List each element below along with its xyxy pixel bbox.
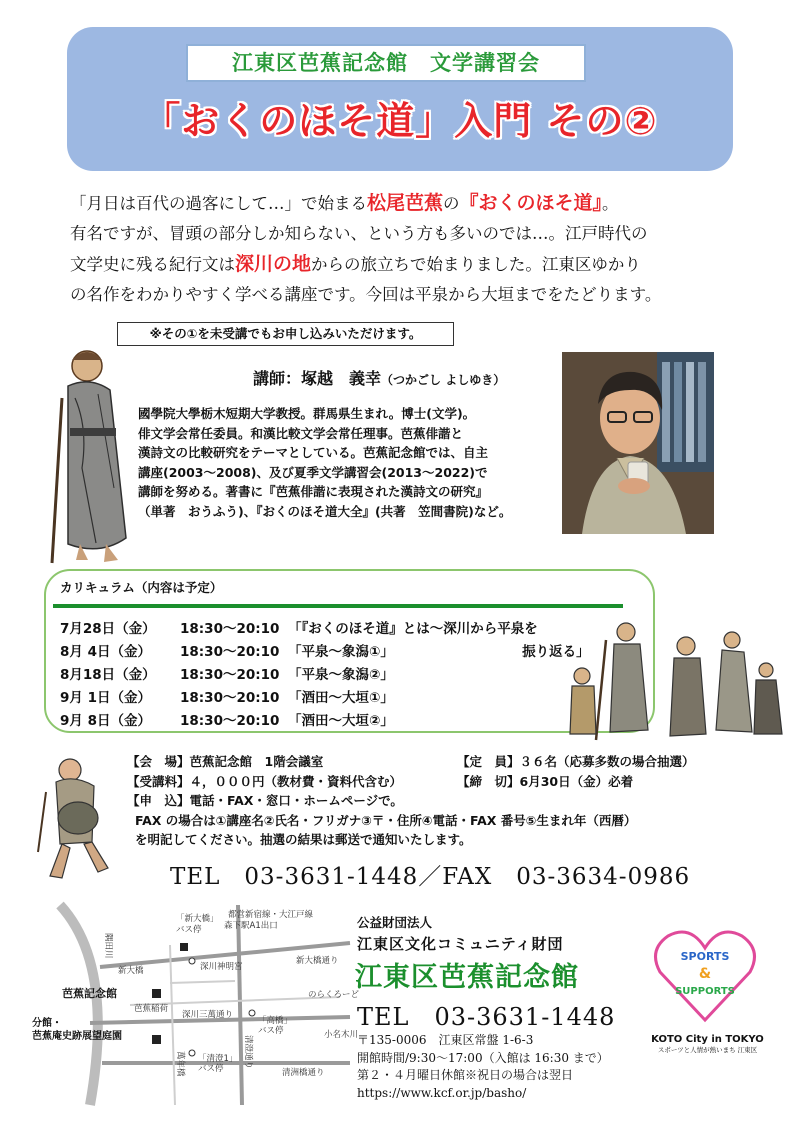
- logo-text-1: SPORTS: [680, 950, 730, 963]
- map-label-kiyosu-bridge: 清洲橋通り: [282, 1068, 325, 1078]
- bio-line: 漢詩文の比較研究をテーマとしている。芭蕉記念館では、自主: [138, 445, 489, 460]
- bio-line: 講座(2003～2008)、及び夏季文学講習会(2013～2022)で: [138, 464, 488, 480]
- session-row: [60, 641, 620, 664]
- page-title: 「おくのほそ道」入門 その②: [142, 99, 658, 143]
- map-label-bus-stop: バス停: [176, 925, 202, 935]
- museum-name: 江東区芭蕉記念館: [355, 962, 579, 993]
- session-topic: 「酒田～大垣②」: [288, 713, 394, 729]
- map-label-onagi: 小名木川: [324, 1030, 359, 1040]
- map-label-norakuro: のらくろーど: [308, 990, 360, 1000]
- session-time: 18:30～20:10: [180, 713, 280, 729]
- map-label-annex-2: 芭蕉庵史跡展望庭園: [32, 1031, 122, 1042]
- session-list: [60, 618, 620, 733]
- session-topic: 「酒田～大垣①」: [288, 690, 394, 706]
- session-row: [60, 664, 620, 687]
- intro-line-4: の名作をわかりやすく学べる講座です。今回は平泉から大垣までをたどります。: [70, 285, 662, 304]
- curriculum-title: カリキュラム（内容は予定）: [60, 580, 223, 595]
- basho-name: 松尾芭蕉: [367, 192, 444, 214]
- map-label-toei-line: 都営新宿線・大江戸線: [228, 910, 314, 920]
- session-row: [60, 687, 620, 710]
- map-label-mannen: 萬年橋: [175, 1051, 185, 1077]
- map-label-morishita: 森下駅A1出口: [224, 921, 278, 931]
- session-date: 8月 4日（金）: [60, 644, 151, 660]
- book-title: 『おくのほそ道』: [459, 192, 603, 214]
- foundation-name: 江東区文化コミュニティ財団: [357, 935, 564, 953]
- map-label-museum: 芭蕉記念館: [62, 987, 117, 1000]
- museum-address-block: [357, 1032, 687, 1102]
- walker-illustration: [34, 752, 124, 882]
- curriculum-divider: [53, 604, 623, 608]
- venue: 【会 場】芭蕉記念館 1階会議室: [127, 754, 324, 769]
- session-topic: 「平泉～象潟①」 振り返る」: [288, 644, 590, 660]
- subway-marker: [180, 943, 188, 951]
- map-label-shin-ohashi: 新大橋: [118, 966, 144, 976]
- intro-1a: 「月日は百代の過客にして…」で始まる: [70, 194, 367, 213]
- map-label-shin-ohashi-dori: 新大橋通り: [296, 956, 339, 966]
- foundation-type: 公益財団法人: [357, 915, 433, 930]
- session-topic: 「平泉～象潟②」: [288, 667, 394, 683]
- basho-illustration: [30, 338, 140, 568]
- museum-tel: TEL 03-3631-1448: [357, 1003, 616, 1031]
- website-link[interactable]: https://www.kcf.or.jp/basho/: [357, 1085, 527, 1100]
- prereq-note: ※その①を未受講でもお申し込みいただけます。: [117, 322, 454, 346]
- info-row: [127, 772, 727, 792]
- session-row: [60, 710, 620, 733]
- intro-line-2: 有名ですが、冒頭の部分しか知らない、という方も多いのでは…。江戸時代の: [70, 224, 648, 243]
- tel-fax: TEL 03-3631-1448／FAX 03-3634-0986: [170, 864, 691, 890]
- fee: 【受講料】４，０００円（教材費・資料代含む）: [127, 773, 403, 789]
- address: 〒135-0006 江東区常盤 1-6-3: [357, 1033, 534, 1047]
- lecturer-heading: [253, 366, 553, 389]
- info-row: [127, 752, 727, 772]
- fax-note-2: を明記してください。抽選の結果は郵送で通知いたします。: [135, 832, 472, 847]
- closed-days: 第２・４月曜日休館※祝日の場合は翌日: [357, 1068, 574, 1082]
- fax-note-1: FAX の場合は①講座名②氏名・フリガナ③〒・住所④電話・FAX 番号⑤生まれ年（西暦）: [135, 812, 637, 828]
- intro-text: [70, 188, 740, 310]
- deadline: 【締 切】6月30日（金）必着: [457, 773, 634, 789]
- map-label-kiyosu-bus: 「清澄1」: [198, 1054, 238, 1064]
- intro-3a: 文学史に残る紀行文は: [70, 255, 235, 274]
- map-label-kiyosumi: 清澄通り: [243, 1035, 253, 1070]
- lecturer-reading: （つかごし よしゆき）: [381, 373, 506, 387]
- apply-method: 【申 込】電話・FAX・窓口・ホームページで。: [127, 793, 403, 808]
- map-label-shinmeigu: 深川神明宮: [200, 962, 243, 972]
- logo-caption: [650, 1034, 765, 1054]
- map-label-kiyosu-bus-2: バス停: [198, 1064, 224, 1074]
- map-label-sumida: 隅田川: [103, 933, 113, 959]
- travelers-illustration: [566, 610, 786, 750]
- logo-amp: &: [698, 966, 712, 982]
- intro-3b: からの旅立ちで始まりました。江東区ゆかり: [311, 255, 641, 274]
- map-label-fukagawa-st: 深川三萬通り: [182, 1010, 234, 1020]
- intro-line-3: [70, 249, 740, 280]
- fukagawa-text: 深川の地: [235, 253, 312, 275]
- annex-marker: [152, 1035, 161, 1044]
- map-label-inari: 芭蕉稲荷: [134, 1004, 169, 1014]
- session-date: 9月 1日（金）: [60, 690, 151, 706]
- lecturer-photo: [562, 352, 714, 534]
- intro-1b: の: [443, 194, 460, 213]
- opening-hours: 開館時間/9:30～17:00（入館は 16:30 まで）: [357, 1050, 609, 1065]
- bio-line: 俳文学会常任委員。和漢比較文学会常任理事。芭蕉俳諧と: [138, 425, 464, 441]
- access-map: [20, 905, 360, 1105]
- lecturer-bio: [138, 404, 558, 521]
- info-section: [127, 752, 727, 850]
- map-label-takahashi-bus: 「高橋」: [258, 1016, 293, 1026]
- map-label-annex-1: 分館・: [32, 1018, 62, 1029]
- map-label-shin-ohashi-bus: 「新大橋」: [176, 914, 219, 924]
- lecturer-label: 講師：: [253, 369, 302, 388]
- museum-marker: [152, 989, 161, 998]
- lecturer-name: 塚越 義幸: [301, 369, 382, 388]
- bio-line: （単著 おうふう)、『おくのほそ道大全』(共著 笠間書院)など。: [138, 503, 512, 519]
- session-time: 18:30～20:10: [180, 621, 280, 637]
- session-date: 9月 8日（金）: [60, 713, 151, 729]
- org-label: 江東区芭蕉記念館 文学講習会: [186, 44, 586, 82]
- bio-line: 講師を努める。著書に『芭蕉俳諧に表現された漢詩文の研究』: [138, 484, 489, 499]
- session-time: 18:30～20:10: [180, 644, 280, 660]
- intro-1c: 。: [602, 194, 619, 213]
- session-time: 18:30～20:10: [180, 690, 280, 706]
- logo-caption-main: KOTO City in TOKYO: [651, 1034, 764, 1045]
- koto-city-logo: [650, 920, 760, 1030]
- bio-line: 國學院大學栃木短期大学教授。群馬県生まれ。博士(文学)。: [138, 406, 476, 421]
- capacity: 【定 員】３６名（応募多数の場合抽選）: [457, 754, 695, 769]
- session-date: 7月28日（金）: [60, 621, 156, 637]
- session-row: [60, 618, 620, 641]
- session-time: 18:30～20:10: [180, 667, 280, 683]
- session-date: 8月18日（金）: [60, 667, 156, 683]
- map-label-takahashi-bus-2: バス停: [258, 1026, 284, 1036]
- logo-caption-sub: スポーツと人情が熱いまち 江東区: [657, 1046, 758, 1054]
- logo-text-2: SUPPORTS: [675, 986, 735, 997]
- intro-line-1: [70, 188, 740, 219]
- session-topic: 「『おくのほそ道』とは～深川から平泉を: [288, 621, 538, 637]
